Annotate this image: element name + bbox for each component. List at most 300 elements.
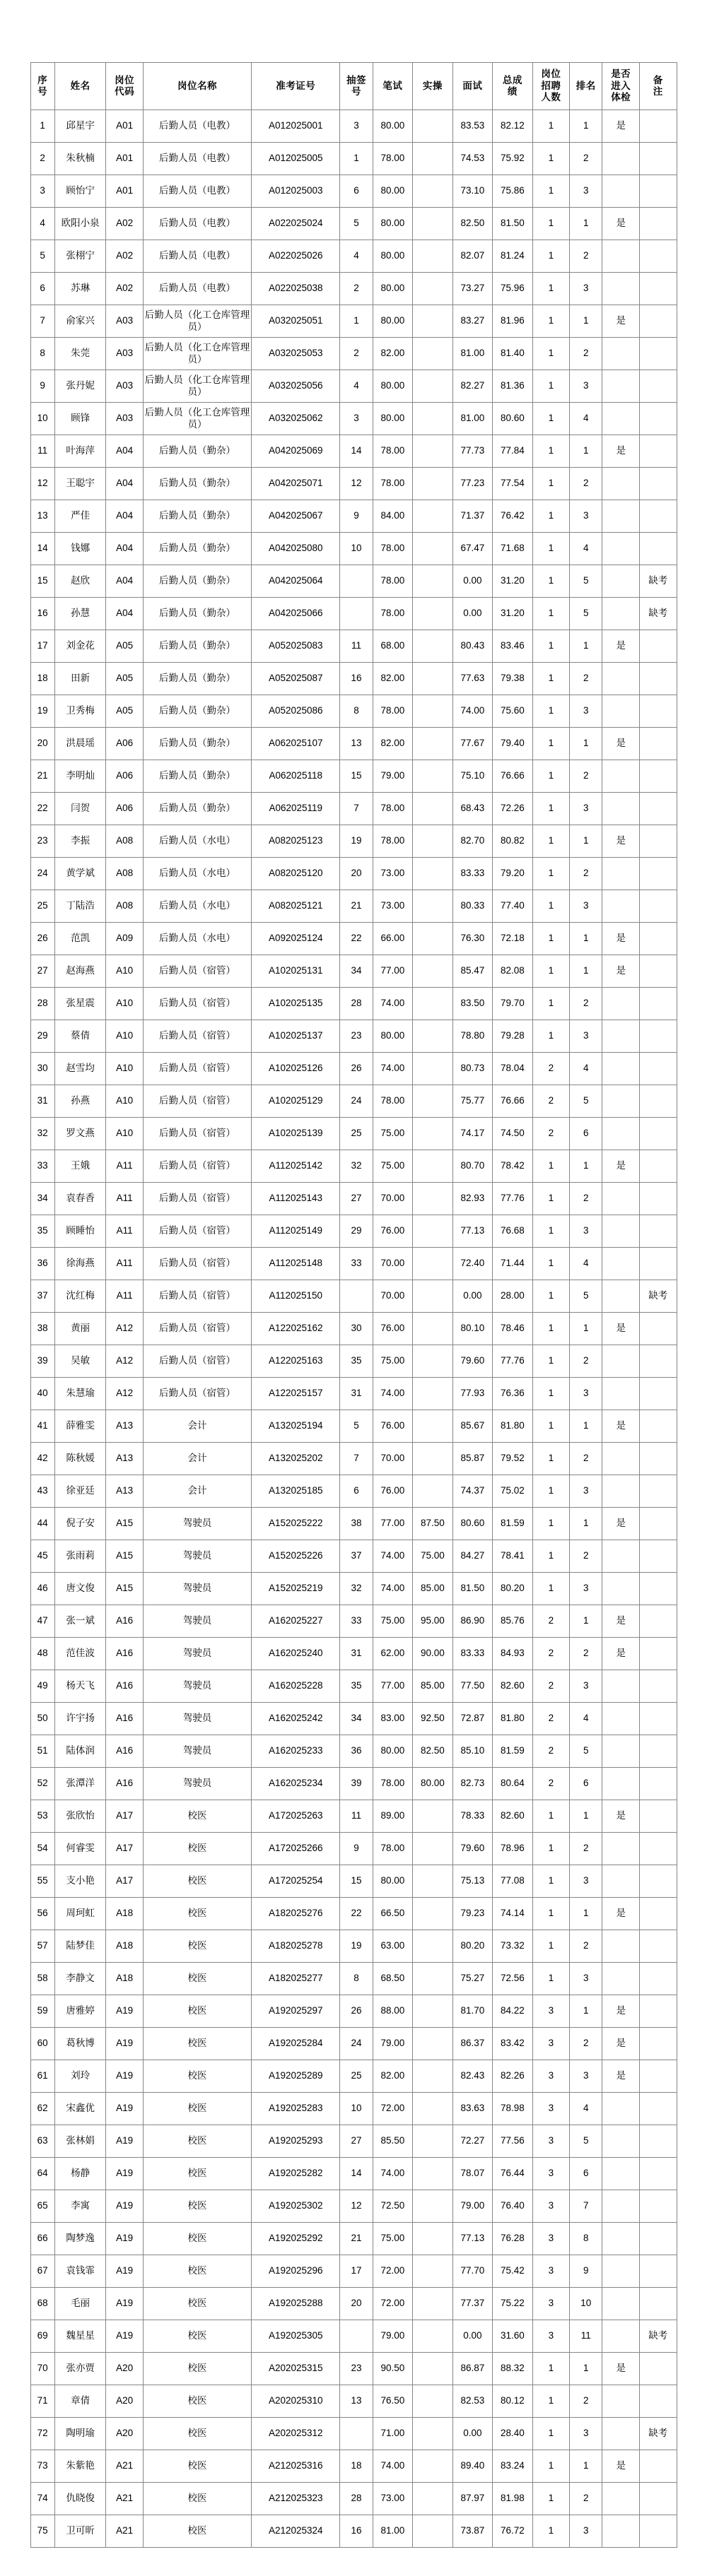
col-header-physical	[602, 63, 639, 110]
table-row	[30, 2190, 677, 2223]
cell-total: 80.82	[493, 825, 532, 858]
cell-ticket: A182025276	[252, 1898, 340, 1930]
cell-written: 79.00	[373, 2320, 412, 2353]
col-header-line: 姓名	[70, 80, 90, 91]
cell-physical: 是	[602, 1800, 639, 1833]
cell-name: 李振	[54, 825, 106, 858]
cell-total: 77.54	[493, 468, 532, 500]
cell-total: 80.20	[493, 1573, 532, 1605]
cell-interview: 82.53	[452, 2385, 492, 2418]
cell-written: 73.00	[373, 890, 412, 923]
cell-written: 79.00	[373, 760, 412, 793]
cell-job: 后勤人员（宿管）	[143, 1053, 251, 1085]
cell-name: 王娥	[54, 1150, 106, 1183]
col-header-line: 号	[37, 86, 48, 97]
cell-written: 79.00	[373, 2028, 412, 2060]
table-row	[30, 565, 677, 598]
cell-written: 74.00	[373, 1540, 412, 1573]
cell-physical: 是	[602, 2450, 639, 2483]
cell-ticket: A042025069	[252, 435, 340, 468]
cell-draw: 16	[340, 663, 373, 695]
cell-ticket: A192025293	[252, 2125, 340, 2158]
cell-practical	[413, 403, 452, 435]
cell-name: 孙慧	[54, 598, 106, 630]
cell-draw: 2	[340, 338, 373, 370]
cell-physical: 是	[602, 2353, 639, 2385]
cell-rank: 3	[570, 2418, 602, 2450]
cell-written: 74.00	[373, 1378, 412, 1410]
cell-physical	[602, 1345, 639, 1378]
col-header-seq	[30, 63, 54, 110]
cell-name: 刘玲	[54, 2060, 106, 2093]
cell-name: 陶梦逸	[54, 2223, 106, 2255]
cell-draw: 1	[340, 143, 373, 175]
cell-seq: 45	[30, 1540, 54, 1573]
cell-code: A06	[106, 760, 143, 793]
cell-total: 76.40	[493, 2190, 532, 2223]
cell-physical	[602, 1248, 639, 1280]
cell-physical	[602, 1865, 639, 1898]
cell-total: 79.38	[493, 663, 532, 695]
cell-code: A03	[106, 305, 143, 338]
cell-total: 82.12	[493, 110, 532, 143]
cell-rank: 1	[570, 208, 602, 240]
cell-practical	[413, 1963, 452, 1995]
cell-draw: 34	[340, 1703, 373, 1735]
cell-draw: 14	[340, 435, 373, 468]
cell-written: 78.00	[373, 695, 412, 728]
cell-total: 79.20	[493, 858, 532, 890]
cell-ticket: A192025292	[252, 2223, 340, 2255]
table-row	[30, 1020, 677, 1053]
cell-remark	[639, 695, 677, 728]
table-row	[30, 2320, 677, 2353]
cell-remark	[639, 728, 677, 760]
cell-physical	[602, 1280, 639, 1313]
cell-physical: 是	[602, 305, 639, 338]
cell-written: 70.00	[373, 1248, 412, 1280]
cell-plan: 3	[532, 2060, 569, 2093]
cell-code: A20	[106, 2418, 143, 2450]
cell-plan: 3	[532, 2093, 569, 2125]
table-row	[30, 1183, 677, 1215]
cell-plan: 2	[532, 1605, 569, 1638]
cell-physical	[602, 468, 639, 500]
cell-code: A10	[106, 988, 143, 1020]
cell-plan: 1	[532, 760, 569, 793]
cell-plan: 1	[532, 1508, 569, 1540]
cell-interview: 83.33	[452, 858, 492, 890]
cell-job: 后勤人员（电教）	[143, 208, 251, 240]
cell-written: 72.50	[373, 2190, 412, 2223]
cell-physical	[602, 143, 639, 175]
table-row	[30, 2028, 677, 2060]
cell-plan: 1	[532, 403, 569, 435]
cell-written: 80.00	[373, 1020, 412, 1053]
cell-remark	[639, 1865, 677, 1898]
cell-rank: 4	[570, 1703, 602, 1735]
cell-seq: 19	[30, 695, 54, 728]
cell-rank: 2	[570, 2483, 602, 2515]
cell-seq: 13	[30, 500, 54, 533]
cell-job: 后勤人员（化工仓库管理员）	[143, 338, 251, 370]
cell-ticket: A152025222	[252, 1508, 340, 1540]
cell-rank: 2	[570, 1638, 602, 1670]
cell-rank: 4	[570, 1248, 602, 1280]
cell-code: A15	[106, 1540, 143, 1573]
cell-interview: 82.43	[452, 2060, 492, 2093]
cell-job: 校医	[143, 2483, 251, 2515]
cell-job: 校医	[143, 2385, 251, 2418]
table-row	[30, 175, 677, 208]
table-row	[30, 208, 677, 240]
cell-draw: 25	[340, 1118, 373, 1150]
cell-code: A04	[106, 435, 143, 468]
cell-remark	[639, 988, 677, 1020]
cell-interview: 80.43	[452, 630, 492, 663]
cell-total: 76.72	[493, 2515, 532, 2548]
cell-interview: 86.90	[452, 1605, 492, 1638]
cell-job: 驾驶员	[143, 1605, 251, 1638]
cell-code: A12	[106, 1378, 143, 1410]
cell-interview: 77.50	[452, 1670, 492, 1703]
cell-rank: 2	[570, 663, 602, 695]
cell-plan: 2	[532, 1085, 569, 1118]
cell-ticket: A042025071	[252, 468, 340, 500]
cell-remark	[639, 1735, 677, 1768]
cell-code: A10	[106, 1020, 143, 1053]
cell-seq: 24	[30, 858, 54, 890]
cell-remark	[639, 208, 677, 240]
cell-written: 77.00	[373, 955, 412, 988]
cell-seq: 43	[30, 1475, 54, 1508]
cell-code: A19	[106, 1995, 143, 2028]
cell-remark: 缺考	[639, 565, 677, 598]
cell-seq: 6	[30, 273, 54, 305]
cell-plan: 1	[532, 370, 569, 403]
cell-seq: 16	[30, 598, 54, 630]
cell-remark	[639, 1248, 677, 1280]
cell-plan: 2	[532, 1670, 569, 1703]
cell-ticket: A092025124	[252, 923, 340, 955]
cell-job: 驾驶员	[143, 1540, 251, 1573]
cell-practical	[413, 728, 452, 760]
cell-job: 驾驶员	[143, 1638, 251, 1670]
cell-practical	[413, 2028, 452, 2060]
cell-plan: 1	[532, 598, 569, 630]
cell-written: 62.00	[373, 1638, 412, 1670]
col-header-written	[373, 63, 412, 110]
cell-total: 79.52	[493, 1443, 532, 1475]
cell-physical	[602, 1670, 639, 1703]
cell-name: 徐海燕	[54, 1248, 106, 1280]
cell-remark	[639, 1183, 677, 1215]
cell-remark	[639, 1378, 677, 1410]
cell-seq: 37	[30, 1280, 54, 1313]
cell-total: 78.41	[493, 1540, 532, 1573]
cell-job: 校医	[143, 2028, 251, 2060]
cell-rank: 1	[570, 110, 602, 143]
col-header-line: 抽签	[346, 74, 366, 85]
col-header-practical	[413, 63, 452, 110]
cell-rank: 1	[570, 1150, 602, 1183]
cell-name: 范佳波	[54, 1638, 106, 1670]
cell-seq: 31	[30, 1085, 54, 1118]
col-header-line: 总成	[502, 74, 522, 85]
cell-physical: 是	[602, 955, 639, 988]
table-row	[30, 338, 677, 370]
cell-interview: 79.00	[452, 2190, 492, 2223]
cell-physical: 是	[602, 1605, 639, 1638]
cell-draw: 24	[340, 1085, 373, 1118]
cell-written: 78.00	[373, 825, 412, 858]
cell-remark: 缺考	[639, 2320, 677, 2353]
cell-draw: 4	[340, 240, 373, 273]
cell-physical	[602, 240, 639, 273]
cell-rank: 3	[570, 1475, 602, 1508]
cell-code: A10	[106, 955, 143, 988]
table-header	[30, 63, 677, 110]
cell-code: A13	[106, 1443, 143, 1475]
cell-interview: 75.27	[452, 1963, 492, 1995]
cell-total: 80.64	[493, 1768, 532, 1800]
cell-draw	[340, 1280, 373, 1313]
cell-written: 81.00	[373, 2515, 412, 2548]
cell-job: 校医	[143, 2093, 251, 2125]
cell-written: 78.00	[373, 1833, 412, 1865]
cell-plan: 1	[532, 1183, 569, 1215]
cell-draw	[340, 2320, 373, 2353]
cell-rank: 10	[570, 2288, 602, 2320]
cell-remark	[639, 2028, 677, 2060]
cell-interview: 0.00	[452, 598, 492, 630]
cell-written: 80.00	[373, 370, 412, 403]
cell-practical	[413, 2223, 452, 2255]
cell-interview: 79.60	[452, 1345, 492, 1378]
cell-physical	[602, 1020, 639, 1053]
cell-draw: 7	[340, 793, 373, 825]
cell-seq: 69	[30, 2320, 54, 2353]
cell-interview: 80.60	[452, 1508, 492, 1540]
col-header-line: 准考证号	[276, 80, 316, 91]
cell-ticket: A132025202	[252, 1443, 340, 1475]
cell-practical	[413, 2125, 452, 2158]
cell-ticket: A052025086	[252, 695, 340, 728]
cell-seq: 15	[30, 565, 54, 598]
cell-draw: 9	[340, 1833, 373, 1865]
cell-physical	[602, 175, 639, 208]
cell-physical: 是	[602, 1508, 639, 1540]
cell-written: 75.00	[373, 1150, 412, 1183]
cell-physical: 是	[602, 630, 639, 663]
cell-written: 85.50	[373, 2125, 412, 2158]
cell-interview: 72.87	[452, 1703, 492, 1735]
table-row	[30, 630, 677, 663]
cell-code: A16	[106, 1735, 143, 1768]
cell-name: 薛雅雯	[54, 1410, 106, 1443]
cell-remark	[639, 2450, 677, 2483]
cell-total: 74.14	[493, 1898, 532, 1930]
cell-interview: 79.60	[452, 1833, 492, 1865]
cell-code: A16	[106, 1605, 143, 1638]
cell-total: 78.46	[493, 1313, 532, 1345]
cell-physical	[602, 403, 639, 435]
cell-rank: 2	[570, 338, 602, 370]
cell-draw: 9	[340, 500, 373, 533]
cell-ticket: A192025282	[252, 2158, 340, 2190]
cell-plan: 1	[532, 663, 569, 695]
table-row	[30, 2288, 677, 2320]
cell-interview: 73.87	[452, 2515, 492, 2548]
cell-remark	[639, 1605, 677, 1638]
cell-draw: 27	[340, 1183, 373, 1215]
cell-written: 80.00	[373, 305, 412, 338]
cell-name: 周珂虹	[54, 1898, 106, 1930]
cell-name: 顾怡宁	[54, 175, 106, 208]
cell-name: 刘金花	[54, 630, 106, 663]
cell-rank: 1	[570, 1995, 602, 2028]
cell-draw: 10	[340, 533, 373, 565]
cell-remark	[639, 1508, 677, 1540]
cell-practical	[413, 1410, 452, 1443]
cell-code: A03	[106, 370, 143, 403]
cell-seq: 1	[30, 110, 54, 143]
cell-practical	[413, 793, 452, 825]
cell-code: A20	[106, 2353, 143, 2385]
cell-written: 78.00	[373, 565, 412, 598]
cell-remark	[639, 2483, 677, 2515]
cell-draw	[340, 2418, 373, 2450]
cell-rank: 1	[570, 305, 602, 338]
table-row	[30, 305, 677, 338]
cell-written: 76.50	[373, 2385, 412, 2418]
cell-plan: 2	[532, 1053, 569, 1085]
cell-plan: 3	[532, 2320, 569, 2353]
cell-job: 后勤人员（宿管）	[143, 1280, 251, 1313]
cell-written: 74.00	[373, 1573, 412, 1605]
table-row	[30, 1703, 677, 1735]
cell-draw: 34	[340, 955, 373, 988]
table-row	[30, 1865, 677, 1898]
cell-job: 校医	[143, 2288, 251, 2320]
cell-ticket: A032025051	[252, 305, 340, 338]
cell-ticket: A052025083	[252, 630, 340, 663]
cell-rank: 2	[570, 143, 602, 175]
cell-ticket: A082025123	[252, 825, 340, 858]
cell-plan: 1	[532, 435, 569, 468]
cell-written: 74.00	[373, 988, 412, 1020]
cell-practical	[413, 110, 452, 143]
cell-name: 赵欣	[54, 565, 106, 598]
cell-remark	[639, 1215, 677, 1248]
cell-job: 后勤人员（电教）	[143, 175, 251, 208]
cell-physical	[602, 793, 639, 825]
cell-remark: 缺考	[639, 598, 677, 630]
cell-rank: 3	[570, 370, 602, 403]
cell-seq: 30	[30, 1053, 54, 1085]
cell-remark	[639, 630, 677, 663]
cell-rank: 1	[570, 1800, 602, 1833]
cell-written: 77.00	[373, 1508, 412, 1540]
cell-job: 后勤人员（勤杂）	[143, 565, 251, 598]
col-header-line: 是否	[611, 69, 631, 80]
cell-interview: 82.07	[452, 240, 492, 273]
cell-written: 75.00	[373, 1118, 412, 1150]
table-row	[30, 240, 677, 273]
cell-plan: 1	[532, 1215, 569, 1248]
cell-written: 80.00	[373, 240, 412, 273]
cell-name: 陆梦佳	[54, 1930, 106, 1963]
cell-rank: 3	[570, 1573, 602, 1605]
cell-name: 卫可昕	[54, 2515, 106, 2548]
cell-ticket: A112025150	[252, 1280, 340, 1313]
cell-plan: 1	[532, 2385, 569, 2418]
cell-rank: 2	[570, 1930, 602, 1963]
table-body	[30, 110, 677, 2548]
cell-physical: 是	[602, 2060, 639, 2093]
cell-written: 78.00	[373, 468, 412, 500]
cell-remark	[639, 338, 677, 370]
cell-job: 后勤人员（水电）	[143, 890, 251, 923]
cell-ticket: A192025302	[252, 2190, 340, 2223]
cell-rank: 3	[570, 2060, 602, 2093]
cell-practical	[413, 663, 452, 695]
cell-interview: 83.50	[452, 988, 492, 1020]
cell-draw: 33	[340, 1605, 373, 1638]
col-header-rank	[570, 63, 602, 110]
cell-practical: 82.50	[413, 1735, 452, 1768]
cell-plan: 1	[532, 1150, 569, 1183]
cell-total: 79.40	[493, 728, 532, 760]
cell-practical	[413, 1865, 452, 1898]
cell-name: 严佳	[54, 500, 106, 533]
cell-practical	[413, 1215, 452, 1248]
cell-ticket: A192025297	[252, 1995, 340, 2028]
cell-name: 杨静	[54, 2158, 106, 2190]
table-row	[30, 858, 677, 890]
cell-code: A19	[106, 2060, 143, 2093]
cell-total: 84.93	[493, 1638, 532, 1670]
cell-name: 黄学斌	[54, 858, 106, 890]
cell-name: 张欣怡	[54, 1800, 106, 1833]
cell-written: 82.00	[373, 663, 412, 695]
cell-ticket: A162025228	[252, 1670, 340, 1703]
cell-total: 85.76	[493, 1605, 532, 1638]
cell-code: A05	[106, 663, 143, 695]
cell-plan: 1	[532, 1378, 569, 1410]
cell-rank: 2	[570, 1443, 602, 1475]
cell-remark	[639, 1963, 677, 1995]
cell-practical	[413, 1833, 452, 1865]
cell-total: 81.59	[493, 1735, 532, 1768]
cell-name: 顾睡怡	[54, 1215, 106, 1248]
cell-draw: 30	[340, 1313, 373, 1345]
cell-seq: 71	[30, 2385, 54, 2418]
table-row	[30, 1508, 677, 1540]
cell-name: 许宇扬	[54, 1703, 106, 1735]
cell-practical	[413, 1475, 452, 1508]
cell-seq: 3	[30, 175, 54, 208]
cell-physical	[602, 2483, 639, 2515]
cell-plan: 1	[532, 2353, 569, 2385]
cell-job: 后勤人员（勤杂）	[143, 435, 251, 468]
cell-plan: 1	[532, 305, 569, 338]
table-row	[30, 1735, 677, 1768]
cell-plan: 1	[532, 1248, 569, 1280]
cell-code: A02	[106, 208, 143, 240]
cell-practical	[413, 2353, 452, 2385]
table-row	[30, 2158, 677, 2190]
